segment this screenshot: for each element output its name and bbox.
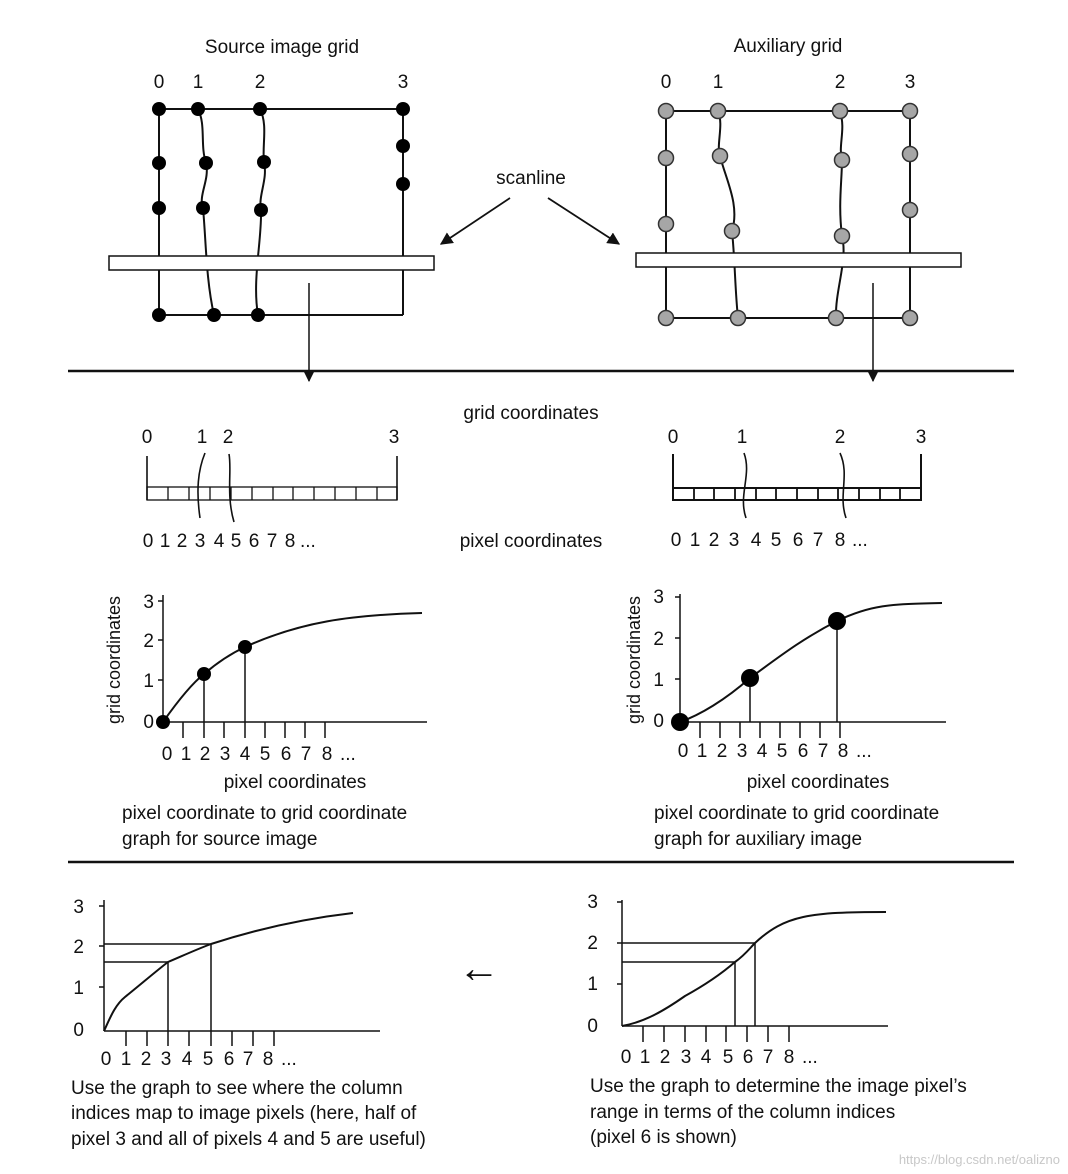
scanline-label: scanline — [496, 168, 566, 189]
source-col-label-1: 1 — [192, 72, 204, 93]
source-grid-nodes — [152, 102, 410, 322]
svg-text:2: 2 — [73, 937, 84, 958]
svg-text:4: 4 — [213, 531, 225, 552]
column-map-graph — [71, 897, 426, 1150]
svg-text:7: 7 — [762, 1047, 774, 1068]
svg-text:5: 5 — [722, 1047, 734, 1068]
svg-text:...: ... — [856, 741, 872, 762]
svg-text:...: ... — [300, 531, 316, 552]
svg-text:0: 0 — [677, 741, 689, 762]
svg-text:3: 3 — [653, 587, 664, 608]
svg-text:2: 2 — [140, 1049, 152, 1070]
aux-grid-nodes — [659, 104, 918, 326]
svg-text:1: 1 — [696, 741, 708, 762]
svg-text:2: 2 — [716, 741, 728, 762]
svg-text:6: 6 — [797, 741, 809, 762]
svg-text:6: 6 — [792, 530, 804, 551]
svg-text:0: 0 — [620, 1047, 632, 1068]
svg-text:3: 3 — [587, 892, 598, 913]
svg-text:3: 3 — [160, 1049, 172, 1070]
svg-text:2: 2 — [176, 531, 188, 552]
left-caption-line3: pixel 3 and all of pixels 4 and 5 are useful) — [71, 1129, 426, 1150]
svg-text:0: 0 — [143, 712, 154, 733]
svg-text:8: 8 — [837, 741, 849, 762]
svg-text:3: 3 — [680, 1047, 692, 1068]
svg-text:5: 5 — [770, 530, 782, 551]
svg-text:2: 2 — [587, 933, 598, 954]
svg-text:3: 3 — [736, 741, 748, 762]
right-strip-grid-label-1: 1 — [736, 427, 748, 448]
svg-text:...: ... — [281, 1049, 297, 1070]
source-col-label-0: 0 — [153, 72, 165, 93]
aux-graph-y-label: grid coordinates — [624, 595, 644, 725]
svg-text:1: 1 — [587, 974, 598, 995]
aux-graph-x-label: pixel coordinates — [746, 772, 890, 793]
svg-text:6: 6 — [248, 531, 260, 552]
svg-text:8: 8 — [321, 744, 333, 765]
svg-text:6: 6 — [223, 1049, 235, 1070]
left-strip-grid-label-1: 1 — [196, 427, 208, 448]
svg-text:5: 5 — [230, 531, 242, 552]
source-graph — [104, 592, 427, 850]
right-caption-line2: range in terms of the column indices — [590, 1102, 896, 1123]
svg-text:4: 4 — [750, 530, 762, 551]
svg-text:1: 1 — [180, 744, 192, 765]
svg-text:3: 3 — [219, 744, 231, 765]
aux-col-label-1: 1 — [712, 72, 724, 93]
right-strip-pixel-digits — [671, 530, 868, 551]
source-grid — [159, 109, 403, 315]
svg-text:2: 2 — [143, 631, 154, 652]
svg-text:6: 6 — [742, 1047, 754, 1068]
svg-text:7: 7 — [266, 531, 278, 552]
svg-text:1: 1 — [73, 978, 84, 999]
svg-text:...: ... — [802, 1047, 818, 1068]
svg-text:8: 8 — [783, 1047, 795, 1068]
left-arrow-icon: ← — [458, 944, 500, 991]
svg-text:1: 1 — [639, 1047, 651, 1068]
left-strip — [147, 453, 397, 522]
aux-graph-caption-line1: pixel coordinate to grid coordinate — [654, 803, 940, 824]
left-strip-pixel-digits — [143, 531, 316, 552]
svg-text:7: 7 — [300, 744, 312, 765]
svg-text:3: 3 — [143, 592, 154, 613]
right-strip-grid-label-3: 3 — [915, 427, 927, 448]
svg-text:3: 3 — [728, 530, 740, 551]
svg-text:4: 4 — [756, 741, 768, 762]
svg-text:0: 0 — [73, 1020, 84, 1041]
svg-text:2: 2 — [708, 530, 720, 551]
left-strip-grid-label-2: 2 — [222, 427, 234, 448]
aux-graph-caption-line2: graph for auxiliary image — [654, 829, 863, 850]
left-strip-grid-label-3: 3 — [388, 427, 400, 448]
right-caption-line1: Use the graph to determine the image pixel’s — [590, 1076, 967, 1097]
svg-text:7: 7 — [242, 1049, 254, 1070]
svg-text:1: 1 — [120, 1049, 132, 1070]
left-caption-line1: Use the graph to see where the column — [71, 1078, 403, 1099]
svg-text:1: 1 — [689, 530, 701, 551]
right-strip — [673, 453, 921, 518]
source-graph-x-label: pixel coordinates — [223, 772, 367, 793]
source-graph-y-label: grid coordinates — [104, 595, 124, 725]
svg-text:3: 3 — [194, 531, 206, 552]
svg-text:2: 2 — [659, 1047, 671, 1068]
pixel-range-graph — [587, 892, 966, 1148]
left-strip-grid-label-0: 0 — [141, 427, 153, 448]
aux-graph — [624, 587, 946, 850]
svg-text:4: 4 — [181, 1049, 193, 1070]
svg-text:7: 7 — [812, 530, 824, 551]
svg-text:8: 8 — [284, 531, 296, 552]
right-strip-grid-label-2: 2 — [834, 427, 846, 448]
aux-col-label-0: 0 — [660, 72, 672, 93]
pixel-coordinates-label: pixel coordinates — [459, 531, 603, 552]
svg-text:0: 0 — [670, 530, 682, 551]
svg-text:8: 8 — [262, 1049, 274, 1070]
svg-text:1: 1 — [143, 671, 154, 692]
right-strip-grid-label-0: 0 — [667, 427, 679, 448]
source-grid-title: Source image grid — [204, 37, 360, 58]
left-caption-line2: indices map to image pixels (here, half of — [71, 1103, 417, 1124]
scanline-arrow-left — [441, 198, 510, 244]
svg-text:0: 0 — [653, 711, 664, 732]
svg-text:5: 5 — [202, 1049, 214, 1070]
right-caption-line3: (pixel 6 is shown) — [590, 1127, 737, 1148]
svg-text:0: 0 — [587, 1016, 598, 1037]
aux-col-label-3: 3 — [904, 72, 916, 93]
svg-text:2: 2 — [653, 629, 664, 650]
svg-text:6: 6 — [280, 744, 292, 765]
aux-col-label-2: 2 — [834, 72, 846, 93]
svg-text:8: 8 — [834, 530, 846, 551]
source-graph-caption-line1: pixel coordinate to grid coordinate — [122, 803, 408, 824]
svg-text:4: 4 — [700, 1047, 712, 1068]
source-col-label-3: 3 — [397, 72, 409, 93]
svg-text:5: 5 — [259, 744, 271, 765]
svg-text:5: 5 — [776, 741, 788, 762]
aux-scanline-bar — [636, 253, 961, 267]
svg-text:...: ... — [340, 744, 356, 765]
watermark: https://blog.csdn.net/oalizno — [898, 1152, 1060, 1167]
source-scanline-bar — [109, 256, 434, 270]
svg-text:1: 1 — [159, 531, 171, 552]
svg-text:2: 2 — [199, 744, 211, 765]
svg-text:...: ... — [852, 530, 868, 551]
grid-coordinates-label: grid coordinates — [463, 403, 599, 424]
svg-text:0: 0 — [161, 744, 173, 765]
svg-text:1: 1 — [653, 670, 664, 691]
svg-text:4: 4 — [239, 744, 251, 765]
source-graph-caption-line2: graph for source image — [122, 829, 318, 850]
svg-text:7: 7 — [817, 741, 829, 762]
source-col-label-2: 2 — [254, 72, 266, 93]
aux-grid-title: Auxiliary grid — [733, 36, 843, 57]
svg-text:3: 3 — [73, 897, 84, 918]
scanline-arrow-right — [548, 198, 619, 244]
svg-text:0: 0 — [100, 1049, 112, 1070]
svg-text:0: 0 — [142, 531, 154, 552]
